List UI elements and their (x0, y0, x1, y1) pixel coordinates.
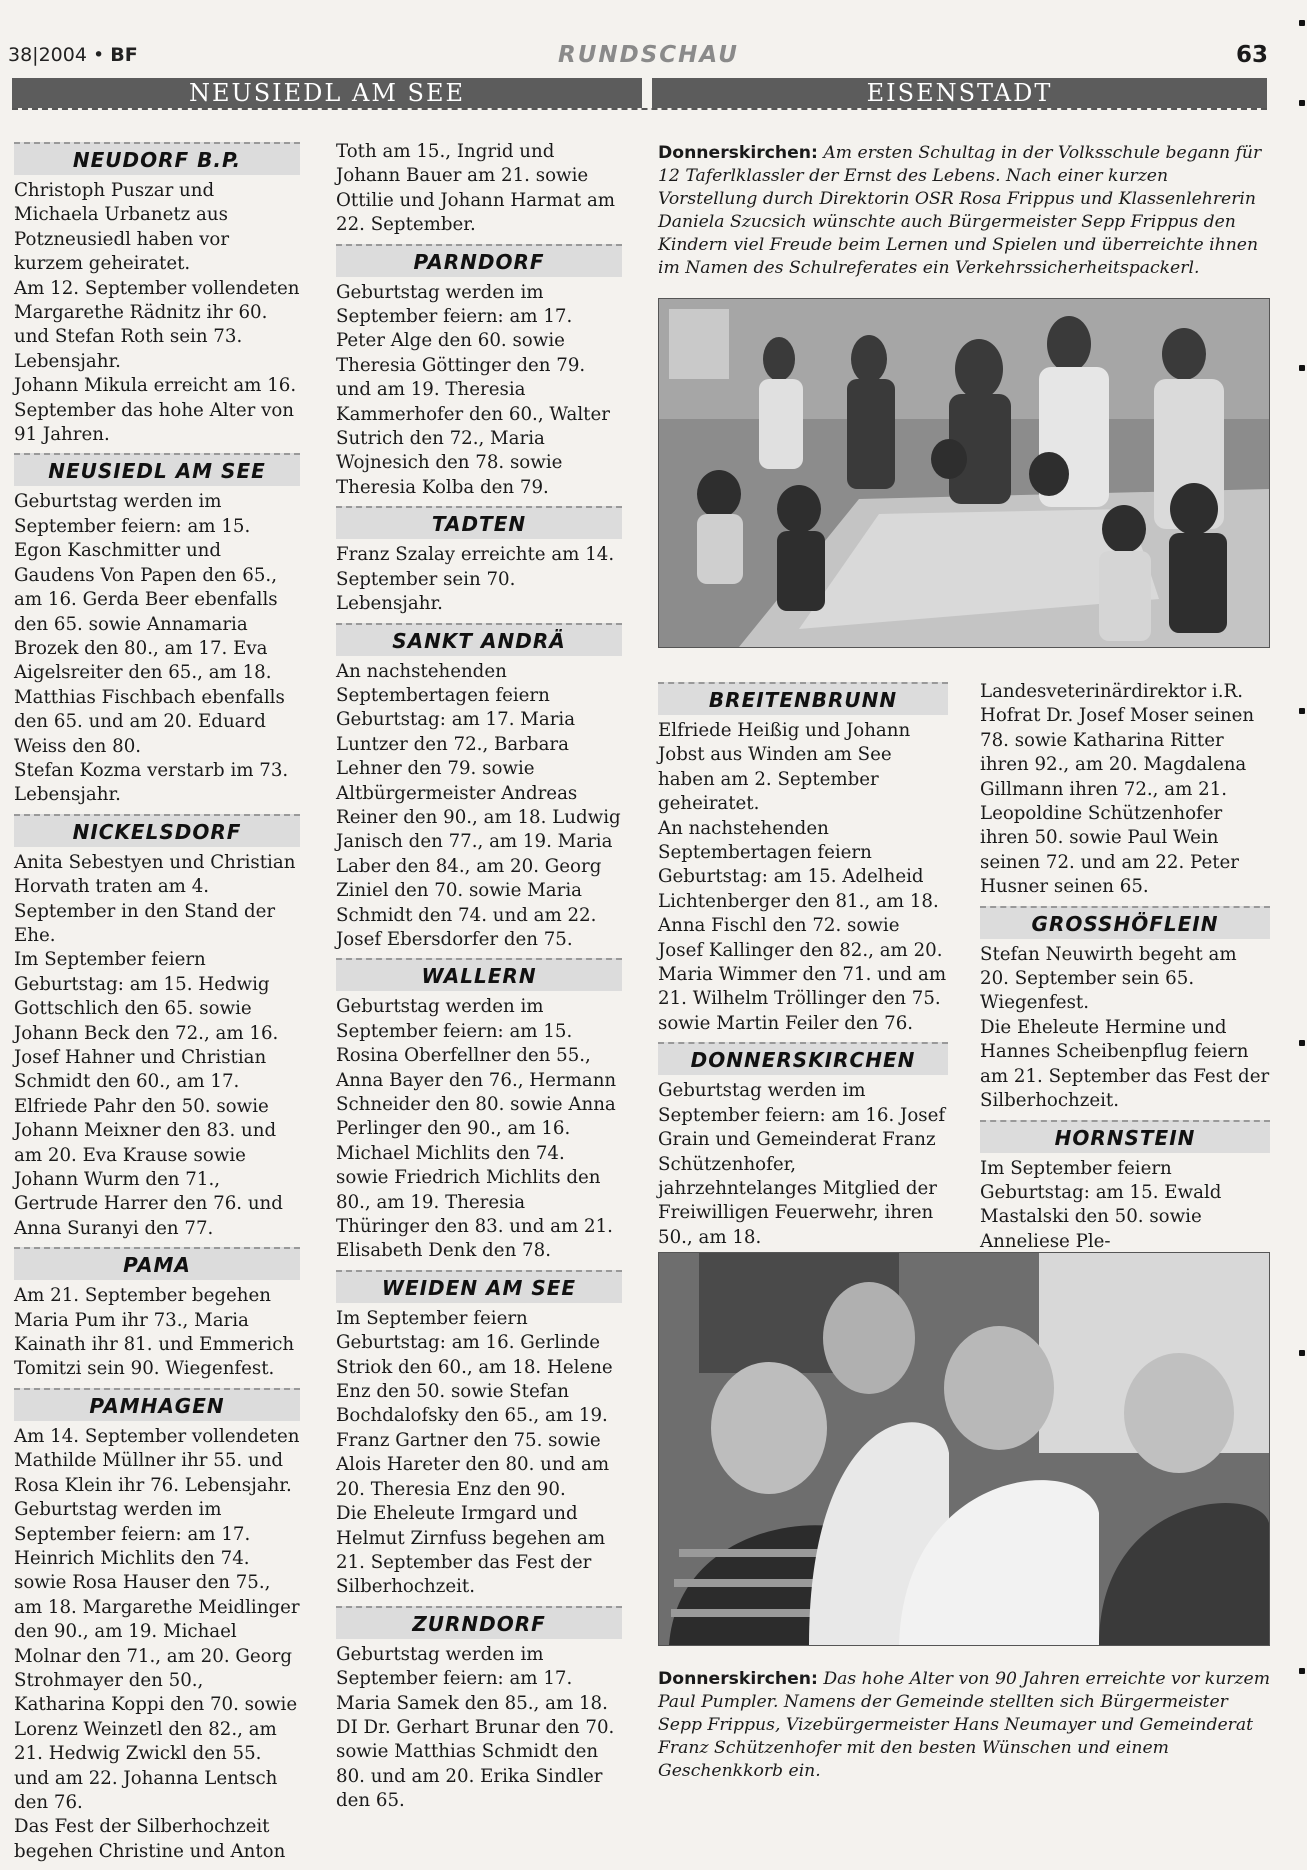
section-heading-zurndorf: ZURNDORF (336, 1606, 622, 1639)
section-heading-hornstein: HORNSTEIN (980, 1120, 1270, 1153)
section-heading-nickelsdorf: NICKELSDORF (14, 814, 300, 847)
photo-caption-birthday: Donnerskirchen: Das hohe Alter von 90 Jahren erreichte vor kurzem Paul Pumpler. Namens der Gemeinde stellten sich Bürgermeister Sepp Frippus, Vizebürgermeister Hans Neumayer und Gemeinderat Franz Schützenhofer mit den besten Wünschen und einem Geschenkkorb ein. (658, 1669, 1270, 1781)
section-body-continued (980, 680, 1270, 900)
paragraph: Geburtstag werden im September feiern: am 16. Josef Grain und Gemeinderat Franz Schützenhofer, jahrzehntelanges Mitglied der Freiwilligen Feuerwehr, ihren 50., am 18. (658, 1080, 946, 1248)
column-4 (980, 680, 1270, 1260)
page-header (8, 44, 1268, 72)
section-body-neusiedl-am-see (14, 490, 300, 807)
section-body-grosshoflein (980, 943, 1270, 1114)
paragraph: Toth am 15., Ingrid und Johann Bauer am 21. sowie Ottilie und Johann Harmat am 22. September. (336, 141, 616, 236)
section-heading-pamhagen: PAMHAGEN (14, 1388, 300, 1421)
paragraph: Geburtstag werden im September feiern: am 15. Rosina Oberfellner den 55., Anna Bayer den 76., Hermann Schneider den 80. sowie Anna Perlinger den 90., am 16. Michael Michlits den 74. sowie Friedrich Michlits den 80., am 19. Theresia Thüringer den 83. und am 21. Elisabeth Denk den 78. (336, 996, 617, 1262)
section-heading-breitenbrunn: BREITENBRUNN (658, 682, 948, 715)
section-heading-wallern: WALLERN (336, 958, 622, 991)
edge-mark (1299, 1040, 1305, 1046)
section-body-hornstein (980, 1157, 1270, 1255)
paragraph: Am 12. September vollendeten Margarethe Rädnitz ihr 60. und Stefan Roth sein 73. Lebensjahr. (14, 277, 300, 372)
region-divider (12, 108, 1267, 110)
birthday-visit-photo-image (659, 1253, 1269, 1645)
paragraph: An nachstehenden Septembertagen feiern Geburtstag: am 15. Adelheid Lichtenberger den 81., am 18. Anna Fischl den 72. sowie Josef Kallinger den 82., am 20. Maria Wimmer den 71. und am 21. Wilhelm Tröllinger den 75. sowie Martin Feiler den 76. (658, 817, 947, 1034)
column-2 (336, 140, 622, 1820)
column-3 (658, 680, 948, 1256)
paragraph: Geburtstag werden im September feiern: am 17. Maria Samek den 85., am 18. DI Dr. Gerhart Brunar den 70. sowie Matthias Schmidt den 80. und am 20. Erika Sindler den 65. (336, 1643, 615, 1812)
paragraph: Stefan Kozma verstarb im 73. Lebensjahr. (14, 759, 289, 806)
section-body-neudorf-b-p (14, 179, 300, 447)
section-body-wallern (336, 995, 622, 1263)
section-body-pama (14, 1284, 300, 1382)
column-1 (14, 140, 300, 1870)
edge-mark (1299, 708, 1305, 714)
section-heading-donnerskirchen: DONNERSKIRCHEN (658, 1042, 948, 1075)
issue-label: 38|2004 • BF (8, 44, 138, 66)
masthead: RUNDSCHAU (558, 42, 739, 68)
paragraph: Elfriede Heißig und Johann Jobst aus Winden am See haben am 2. September geheiratet. (658, 720, 911, 815)
section-body-weiden-am-see (336, 1307, 622, 1600)
section-heading-tadten: TADTEN (336, 506, 622, 539)
paragraph: An nachstehenden Septembertagen feiern Geburtstag: am 17. Maria Luntzer den 72., Barbara Lehner den 79. sowie Altbürgermeister Andreas Reiner den 90., am 18. Ludwig Janisch den 77., am 19. Maria Laber den 84., am 20. Georg Ziniel den 70. sowie Maria Schmidt den 74. und am 22. Josef Ebersdorfer den 75. (336, 660, 621, 950)
section-body-continued (336, 140, 622, 238)
edge-mark (1299, 365, 1305, 371)
section-body-donnerskirchen (658, 1079, 948, 1250)
paragraph: Am 21. September begehen Maria Pum ihr 73., Maria Kainath ihr 81. und Emmerich Tomitzi sein 90. Wiegenfest. (14, 1285, 295, 1380)
section-heading-grosshoflein: GROSSHÖFLEIN (980, 906, 1270, 939)
section-body-parndorf (336, 281, 622, 501)
section-body-tadten (336, 543, 622, 616)
paragraph: Im September feiern Geburtstag: am 15. Ewald Mastalski den 50. sowie Anneliese Ple- (980, 1157, 1222, 1252)
paragraph: Geburtstag werden im September feiern: am 17. Peter Alge den 60. sowie Theresia Göttinger den 79. und am 19. Theresia Kammerhofer den 60., Walter Sutrich den 72., Maria Wojnesich den 78. sowie Theresia Kolba den 79. (336, 281, 610, 498)
school-class-photo-image (659, 299, 1269, 647)
section-body-pamhagen (14, 1425, 300, 1864)
edge-mark (1299, 100, 1305, 106)
paragraph: Franz Szalay erreichte am 14. September sein 70. Lebensjahr. (336, 544, 615, 615)
edge-mark (1299, 1668, 1305, 1674)
section-body-zurndorf (336, 1643, 622, 1814)
school-class-photo (658, 298, 1270, 648)
paragraph: Stefan Neuwirth begeht am 20. September sein 65. Wiegenfest. (980, 943, 1237, 1014)
section-heading-neudorf-b-p: NEUDORF B.P. (14, 142, 300, 175)
paragraph: Landesveterinärdirektor i.R. Hofrat Dr. Josef Moser seinen 78. sowie Katharina Ritter ihren 92., am 20. Magdalena Gillmann ihren 72., am 21. Leopoldine Schützenhofer ihren 50. sowie Paul Wein seinen 72. und am 22. Peter Husner seinen 65. (980, 681, 1255, 898)
paragraph: Die Eheleute Irmgard und Helmut Zirnfuss begehen am 21. September das Fest der Silberhochzeit. (336, 1503, 606, 1598)
paragraph: Anita Sebestyen und Christian Horvath traten am 4. September in den Stand der Ehe. (14, 851, 296, 946)
paragraph: Geburtstag werden im September feiern: am 15. Egon Kaschmitter und Gaudens Von Papen den 65., am 16. Gerda Beer ebenfalls den 65. sowie Annamaria Brozek den 80., am 17. Eva Aigelsreiter den 65., am 18. Matthias Fischbach ebenfalls den 65. und am 20. Eduard Weiss den 80. (14, 491, 285, 757)
section-body-nickelsdorf (14, 851, 300, 1242)
birthday-visit-photo (658, 1252, 1270, 1646)
paragraph: Die Eheleute Hermine und Hannes Scheibenpflug feiern am 21. September das Fest der Silberhochzeit. (980, 1016, 1270, 1112)
edge-mark (1299, 1350, 1305, 1356)
section-heading-parndorf: PARNDORF (336, 244, 622, 277)
section-heading-pama: PAMA (14, 1247, 300, 1280)
section-body-breitenbrunn (658, 719, 948, 1036)
section-heading-neusiedl-am-see: NEUSIEDL AM SEE (14, 453, 300, 486)
photo-caption-school: Donnerskirchen: Am ersten Schultag in der Volksschule begann für 12 Taferlklassler der Ernst des Lebens. Nach einer kurzen Vorstellung durch Direktorin OSR Rosa Frippus und Klassenlehrerin Daniela Szucsich wünschte auch Bürgermeister Sepp Frippus den Kindern viel Freude beim Lernen und Spielen und überreichte ihnen im Namen des Schulreferates ein Verkehrssicherheitspackerl. (658, 143, 1262, 278)
section-heading-sankt-andra: SANKT ANDRÄ (336, 623, 622, 656)
region-bar-eisenstadt: EISENSTADT (652, 78, 1267, 108)
paragraph: Das Fest der Silberhochzeit begehen Christine und Anton (14, 1816, 286, 1862)
region-bar-neusiedl: NEUSIEDL AM SEE (12, 78, 642, 108)
paragraph: Im September feiern Geburtstag: am 16. Gerlinde Striok den 60., am 18. Helene Enz den 50. sowie Stefan Bochdalofsky den 65., am 19. Franz Gartner den 75. sowie Alois Hareter den 80. und am 20. Theresia Enz den 90. (336, 1307, 613, 1500)
edge-mark (1299, 20, 1305, 26)
section-heading-weiden-am-see: WEIDEN AM SEE (336, 1270, 622, 1303)
page-number: 63 (1235, 42, 1268, 68)
paragraph: Am 14. September vollendeten Mathilde Müllner ihr 55. und Rosa Klein ihr 76. Lebensjahr. (14, 1425, 300, 1496)
section-body-sankt-andra (336, 660, 622, 953)
paragraph: Im September feiern Geburtstag: am 15. Hedwig Gottschlich den 65. sowie Johann Beck den 72., am 16. Josef Hahner und Christian Schmidt den 60., am 17. Elfriede Pahr den 50. sowie Johann Meixner den 83. und am 20. Eva Krause sowie Johann Wurm den 71., Gertrude Harrer den 76. und Anna Suranyi den 77. (14, 949, 283, 1239)
paragraph: Christoph Puszar und Michaela Urbanetz aus Potzneusiedl haben vor kurzem geheiratet. (14, 180, 230, 275)
paragraph: Geburtstag werden im September feiern: am 17. Heinrich Michlits den 74. sowie Rosa Hauser den 75., am 18. Margarethe Meidlinger den 90., am 19. Michael Molnar den 71., am 20. Georg Strohmayer den 50., Katharina Koppi den 70. sowie Lorenz Weinzetl den 82., am 21. Hedwig Zwickl den 55. und am 22. Johanna Lentsch den 76. (14, 1499, 300, 1813)
paragraph: Johann Mikula erreicht am 16. September das hohe Alter von 91 Jahren. (14, 375, 297, 446)
